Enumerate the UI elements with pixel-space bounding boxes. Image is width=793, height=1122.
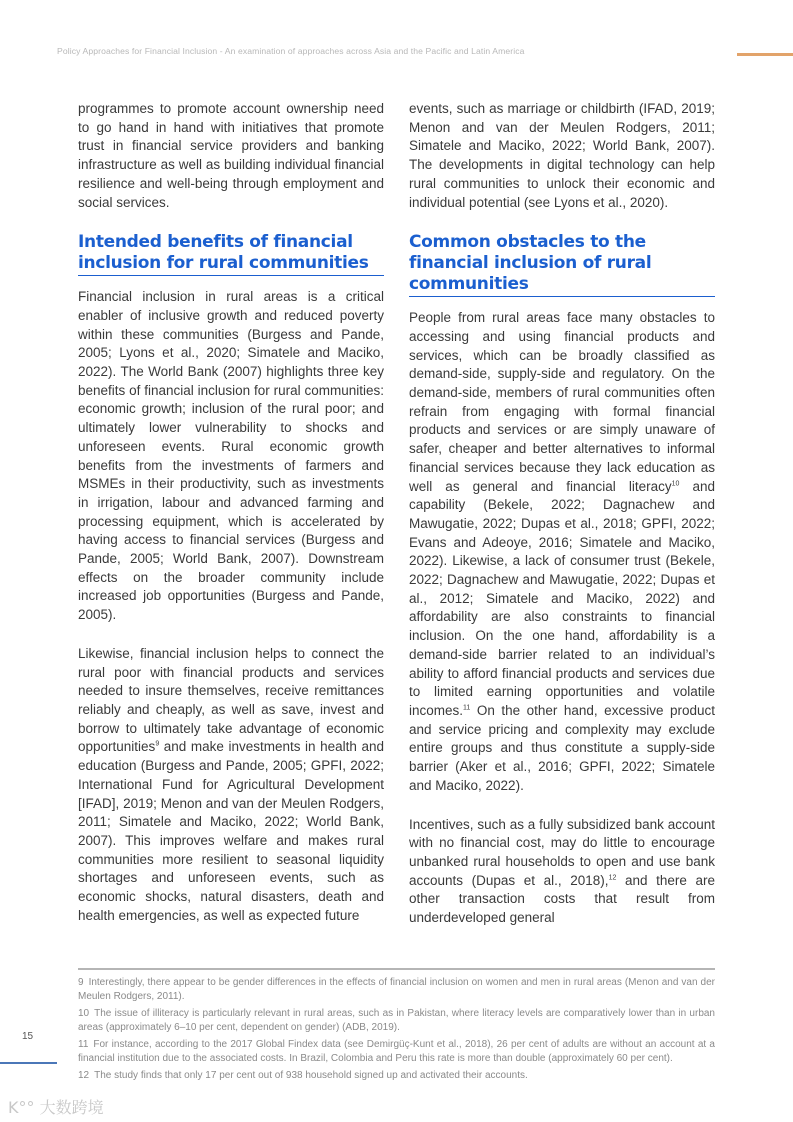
text: and capability (Bekele, 2022; Dagnachew and Mawugatie, 2022; Dupas et al., 2018; GPFI, 2022; Evans and Adeoye, 2016; Simatele and Maciko, 2022). Likewise, a lack of consumer trust (Bekele, 2022; Dagnachew and Mawugatie, 2022; Dupas et al., 2012; Simatele and Maciko, 2022) and affordability are also constraints to financial inclusion. On the one hand, affordability is a demand-side barrier related to an individual’s ability to afford financial products and services due to limited earning opportunities and volatile incomes. — [409, 478, 715, 718]
footnote — [78, 1038, 715, 1065]
running-header: Policy Approaches for Financial Inclusion - An examination of approaches across Asia and the Pacific and Latin America — [57, 46, 525, 56]
text-columns — [78, 100, 715, 956]
footnote — [78, 1007, 715, 1034]
text: and there are other transaction costs that result from underdeveloped general — [409, 872, 716, 926]
footnote-text: The issue of illiteracy is particularly relevant in rural areas, such as in Pakistan, where literacy levels are comparatively lower than in urban areas (approximately 6–10 per cent, dependent on gender) (ADB, 2019). — [78, 1008, 715, 1033]
watermark-logo: K°° 大数跨境 — [8, 1098, 104, 1117]
header-accent-line — [737, 53, 793, 56]
section-heading-obstacles: Common obstacles to the financial inclusion of rural communities — [409, 232, 715, 297]
footnote-number: 12 — [78, 1070, 90, 1081]
right-column — [409, 100, 715, 928]
section-heading-benefits: Intended benefits of financial inclusion for rural communities — [78, 232, 384, 276]
paragraph — [78, 645, 384, 926]
footnote — [78, 976, 715, 1003]
text: Likewise, financial inclusion helps to connect the rural poor with financial products and services needed to insure themselves, receive remittances reliably and cheaply, as well as save, invest and borrow to ultimately take advantage of economic opportunities — [78, 645, 384, 755]
text: Incentives, such as a fully subsidized bank account with no financial cost, may do little to encourage unbanked rural households to open and use bank accounts (Dupas et al., 2018), — [409, 816, 715, 888]
paragraph — [409, 816, 715, 928]
footnote-text: The study finds that only 17 per cent out of 938 household signed up and activated their accounts. — [94, 1070, 528, 1081]
footnote-ref[interactable]: 11 — [463, 704, 471, 712]
footnote-ref[interactable]: 10 — [671, 480, 680, 488]
page-number: 15 — [22, 1031, 34, 1042]
footnote — [78, 1069, 715, 1083]
footnote-ref[interactable]: 12 — [608, 874, 617, 882]
footnotes — [78, 968, 715, 1083]
page-number-line — [0, 1062, 57, 1064]
footnote-text: Interestingly, there appear to be gender differences in the effects of financial inclusion on women and men in rural areas (Menon and van der Meulen Rodgers, 2011). — [78, 977, 715, 1002]
footnote-number: 9 — [78, 977, 84, 988]
paragraph — [409, 309, 715, 795]
paragraph: Financial inclusion in rural areas is a critical enabler of inclusive growth and reduced poverty within these communities (Burgess and Pande, 2005; Lyons et al., 2020; Simatele and Maciko, 2022). The World Bank (2007) highlights three key benefits of financial inclusion for rural communities: economic growth; inclusion of the rural poor; and ultimately lower vulnerability to shocks and unforeseen events. Rural economic growth benefits from the investments of farmers and MSMEs in their productivity, such as investments in irrigation, labour and advanced farming and processing equipment, which is accelerated by having access to financial services (Burgess and Pande, 2005; World Bank, 2007). Downstream effects on the broader community include increased job opportunities (Burgess and Pande, 2005). — [78, 289, 384, 623]
text: and make investments in health and education (Burgess and Pande, 2005; GPFI, 2022; International Fund for Agricultural Development [IFAD], 2019; Menon and van der Meulen Rodgers, 2011; Simatele and Maciko, 2022; World Bank, 2007). This improves welfare and makes rural communities more resilient to seasonal liquidity shortages and unforeseen events, such as economic shocks, natural disasters, death and health emergencies, as well as expected future — [78, 739, 384, 923]
footnote-ref[interactable]: 9 — [155, 740, 160, 748]
paragraph: programmes to promote account ownership need to go hand in hand with initiatives that promote trust in financial service providers and banking infrastructure as well as building individual financial resilience and well-being through employment and social services. — [78, 101, 384, 210]
left-column — [78, 100, 384, 925]
text: On the other hand, excessive product and service pricing and complexity may exclude entire groups and thus constitute a supply-side barrier (Aker et al., 2016; GPFI, 2022; Simatele and Maciko, 2022). — [409, 702, 715, 793]
footnote-text: For instance, according to the 2017 Global Findex data (see Demirgüç-Kunt et al., 2018), 26 per cent of adults are without an account at a financial institution due to the associated costs. In Brazil, Colombia and Peru this rate is more than double (approximately 60 per cent). — [78, 1039, 715, 1064]
footnote-number: 10 — [78, 1008, 90, 1019]
page-body — [78, 100, 715, 1087]
paragraph: events, such as marriage or childbirth (IFAD, 2019; Menon and van der Meulen Rodgers, 2011; Simatele and Maciko, 2022; World Bank, 2007). The developments in digital technology can help rural communities to unlock their economic and individual potential (see Lyons et al., 2020). — [409, 101, 715, 210]
footnote-number: 11 — [78, 1039, 89, 1050]
text: People from rural areas face many obstacles to accessing and using financial products and services, which can be broadly classified as demand-side, supply-side and regulatory. On the demand-side, members of rural communities often refrain from engaging with formal financial products and services or are simply unaware of safer, cheaper and better alternatives to informal financial services because they lack education as well as general and financial literacy — [409, 310, 715, 494]
